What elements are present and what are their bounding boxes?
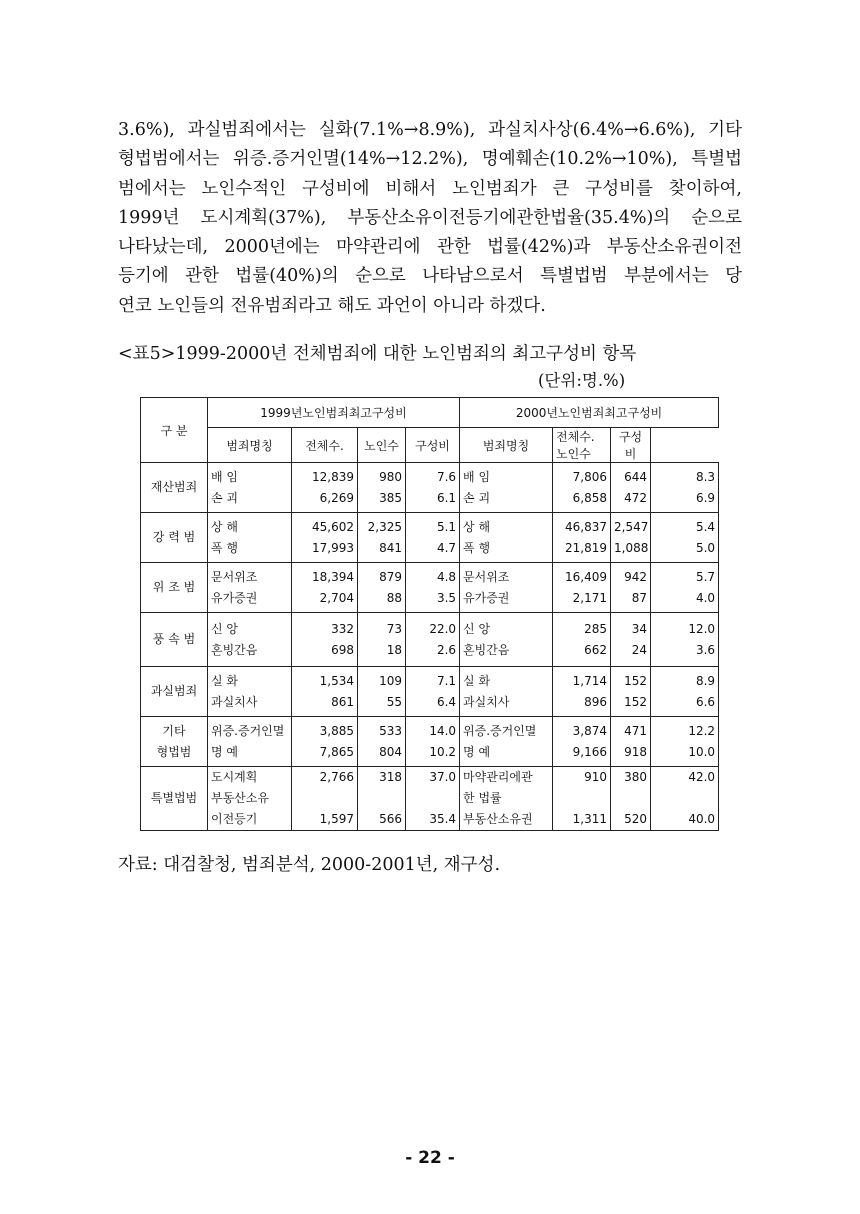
- crime-name-cell-line: 부동산소유: [211, 791, 269, 805]
- ratio-cell-line: 7.6: [436, 469, 457, 484]
- category-cell: [141, 767, 208, 831]
- elderly-count-cell: [358, 767, 406, 831]
- elderly-count-cell-line: 2,547: [614, 519, 649, 534]
- crime-ratio-table: [140, 397, 719, 831]
- elderly-count-cell-line: 34: [631, 621, 648, 636]
- crime-name-cell-line: 유가증권: [211, 590, 258, 605]
- paragraph-line: 3.6%), 과실범죄에서는 실화(7.1%→8.9%), 과실치사상(6.4%→6.6%), 기타: [118, 120, 742, 140]
- ratio-cell-line: 3.5: [436, 590, 457, 605]
- elderly-count-cell-line: 55: [386, 694, 402, 709]
- elderly-count-cell-line: 472: [624, 490, 648, 505]
- elderly-count-cell-line: [614, 788, 647, 809]
- elderly-count-cell-line: 88: [386, 590, 402, 605]
- ratio-cell-line: 6.4: [436, 694, 457, 709]
- ratio-cell: [406, 613, 460, 667]
- total-count-cell: [553, 667, 611, 717]
- ratio-cell-line: 37.0: [429, 770, 457, 784]
- ratio-cell: [651, 563, 719, 613]
- category-cell-line: 형법범: [156, 744, 192, 759]
- ratio-cell-line: 7.1: [436, 673, 457, 688]
- crime-name-cell: [208, 667, 292, 717]
- elderly-count-cell: [611, 613, 651, 667]
- crime-name-cell-line: 폭 행: [211, 540, 238, 555]
- elderly-count-cell: [358, 463, 406, 513]
- ratio-cell-line: 5.1: [436, 519, 457, 534]
- ratio-cell-line: 2.6: [436, 642, 457, 657]
- total-count-cell: [292, 667, 358, 717]
- elderly-count-cell: [611, 667, 651, 717]
- ratio-cell-line: [654, 788, 715, 809]
- total-count-cell-line: 12,839: [312, 469, 354, 484]
- crime-name-cell-line: 명 예: [463, 744, 491, 759]
- total-count-cell: [553, 513, 611, 563]
- total-count-cell-line: 1,597: [319, 812, 354, 826]
- ratio-cell-line: 4.8: [436, 569, 457, 584]
- elderly-count-cell-line: 1,088: [614, 540, 649, 555]
- header-crime-name: 범죄명칭: [208, 428, 292, 463]
- crime-name-cell: [460, 613, 553, 667]
- table-row: [141, 613, 719, 667]
- elderly-count-cell-line: 533: [379, 723, 402, 738]
- total-count-cell-line: 698: [331, 642, 354, 657]
- elderly-count-cell-line: 918: [624, 744, 648, 759]
- crime-name-cell-line: 배 임: [463, 469, 491, 484]
- ratio-cell-line: [409, 788, 456, 809]
- table-row: [141, 767, 719, 831]
- total-count-cell-line: 7,806: [572, 469, 608, 484]
- ratio-cell: [406, 767, 460, 831]
- ratio-cell-line: 8.9: [695, 673, 716, 688]
- total-count-cell-line: 1,534: [319, 673, 354, 688]
- total-count-cell-line: 2,766: [319, 770, 354, 784]
- total-count-cell-line: 9,166: [572, 744, 608, 759]
- total-count-cell-line: 3,885: [319, 723, 354, 738]
- crime-name-cell-line: 상 해: [211, 519, 238, 534]
- crime-name-cell: [460, 767, 553, 831]
- category-cell-line: 특별법범: [150, 791, 198, 805]
- category-cell: [141, 613, 208, 667]
- crime-name-cell: [460, 563, 553, 613]
- elderly-count-cell-line: 152: [624, 673, 648, 688]
- category-cell: [141, 717, 208, 767]
- table-row: [141, 463, 719, 513]
- elderly-count-cell: [358, 667, 406, 717]
- elderly-count-cell-line: 471: [624, 723, 648, 738]
- ratio-cell-line: 5.0: [695, 540, 716, 555]
- crime-name-cell: [208, 717, 292, 767]
- ratio-cell-line: 14.0: [429, 723, 457, 738]
- header-total: 전체수.: [292, 428, 358, 463]
- crime-name-cell-line: 과실치사: [211, 694, 258, 709]
- table-row: [141, 513, 719, 563]
- elderly-count-cell: [611, 463, 651, 513]
- ratio-cell: [406, 667, 460, 717]
- table-row: [141, 563, 719, 613]
- crime-name-cell-line: 상 해: [463, 519, 491, 534]
- crime-name-cell-line: 손 괴: [211, 490, 238, 505]
- ratio-cell-line: 5.4: [695, 519, 716, 534]
- crime-name-cell-line: 과실치사: [463, 694, 510, 709]
- crime-name-cell-line: 실 화: [463, 673, 491, 688]
- header-elderly: 노인수: [358, 428, 406, 463]
- total-count-cell: [292, 717, 358, 767]
- crime-name-cell-line: 실 화: [211, 673, 238, 688]
- crime-name-cell: [460, 463, 553, 513]
- crime-name-cell: [460, 513, 553, 563]
- total-count-cell: [553, 463, 611, 513]
- table-row: [141, 717, 719, 767]
- elderly-count-cell: [358, 613, 406, 667]
- ratio-cell: [651, 667, 719, 717]
- total-count-cell-line: 861: [331, 694, 354, 709]
- ratio-cell-line: 6.9: [695, 490, 716, 505]
- elderly-count-cell: [358, 563, 406, 613]
- ratio-cell: [651, 463, 719, 513]
- paragraph-line: 범에서는 노인수적인 구성비에 비해서 노인범죄가 큰 구성비를 찾이하여,: [118, 178, 742, 199]
- total-count-cell-line: 2,704: [319, 590, 354, 605]
- total-count-cell: [553, 767, 611, 831]
- total-count-cell: [292, 463, 358, 513]
- ratio-cell-line: 10.0: [688, 744, 716, 759]
- ratio-cell-line: 6.6: [695, 694, 716, 709]
- ratio-cell-line: 22.0: [429, 621, 457, 636]
- crime-name-cell-line: 마약관리에관: [463, 770, 533, 784]
- crime-name-cell-line: 문서위조: [211, 569, 258, 584]
- elderly-count-cell: [611, 717, 651, 767]
- crime-name-cell-line: 폭 행: [463, 540, 491, 555]
- elderly-count-cell-line: 520: [624, 812, 648, 826]
- crime-name-cell-line: 명 예: [211, 744, 238, 759]
- paragraph-line: 연코 노인들의 전유범죄라고 해도 과언이 아니라 하겠다.: [118, 295, 546, 316]
- category-cell-line: 위 조 범: [152, 580, 196, 594]
- category-cell-line: 재산범죄: [150, 480, 198, 494]
- crime-name-cell: [208, 513, 292, 563]
- paragraph-line: 나타났는데, 2000년에는 마약관리에 관한 법률(42%)과 부동산소유권이전: [118, 237, 742, 258]
- total-count-cell: [553, 563, 611, 613]
- ratio-cell-line: 4.7: [436, 540, 457, 555]
- category-cell: [141, 563, 208, 613]
- crime-name-cell: [208, 767, 292, 831]
- page-number: - 22 -: [405, 1148, 455, 1168]
- elderly-count-cell: [611, 563, 651, 613]
- ratio-cell-line: 10.2: [429, 744, 457, 759]
- crime-name-cell-line: 신 앙: [211, 621, 238, 636]
- category-cell-line: 풍 속 범: [152, 632, 196, 646]
- ratio-cell: [651, 613, 719, 667]
- total-count-cell: [553, 717, 611, 767]
- crime-name-cell: [460, 717, 553, 767]
- elderly-count-cell-line: 841: [379, 540, 402, 555]
- ratio-cell: [406, 563, 460, 613]
- total-count-cell-line: 21,819: [565, 540, 608, 555]
- elderly-count-cell: [611, 767, 651, 831]
- crime-name-cell-line: 유가증권: [463, 590, 510, 605]
- ratio-cell-line: 42.0: [688, 770, 716, 784]
- ratio-cell: [406, 717, 460, 767]
- table-header-row: [141, 398, 719, 428]
- ratio-cell-line: 8.3: [695, 469, 716, 484]
- table-subheader-row: [141, 428, 719, 463]
- total-count-cell: [292, 767, 358, 831]
- elderly-count-cell-line: 879: [379, 569, 402, 584]
- crime-name-cell-line: 문서위조: [463, 569, 510, 584]
- elderly-count-cell-line: 804: [379, 744, 402, 759]
- elderly-count-cell-line: 109: [379, 673, 402, 688]
- elderly-count-cell-line: 87: [631, 590, 648, 605]
- paragraph-line: 등기에 관한 법률(40%)의 순으로 나타남으로서 특별법범 부분에서는 당: [118, 266, 742, 287]
- category-cell: [141, 513, 208, 563]
- ratio-cell: [651, 767, 719, 831]
- elderly-count-cell: [358, 513, 406, 563]
- crime-name-cell: [208, 613, 292, 667]
- ratio-cell-line: 40.0: [688, 812, 716, 826]
- elderly-count-cell-line: 942: [624, 569, 648, 584]
- elderly-count-cell-line: 73: [386, 621, 402, 636]
- total-count-cell-line: 18,394: [312, 569, 354, 584]
- elderly-count-cell-line: [361, 788, 402, 809]
- header-total-label: 전체수.: [556, 430, 595, 444]
- table-caption: <표5>1999-2000년 전체범죄에 대한 노인범죄의 최고구성비 항목: [118, 344, 637, 364]
- crime-name-cell-line: 위증.증거인멸: [211, 723, 285, 738]
- total-count-cell-line: 896: [584, 694, 608, 709]
- total-count-cell-line: 6,269: [319, 490, 354, 505]
- elderly-count-cell: [358, 717, 406, 767]
- crime-name-cell-line: 혼빙간음: [211, 642, 258, 657]
- total-count-cell-line: 910: [584, 770, 608, 784]
- crime-name-cell-line: 신 앙: [463, 621, 491, 636]
- total-count-cell-line: [295, 788, 354, 809]
- category-cell: [141, 463, 208, 513]
- elderly-count-cell: [611, 513, 651, 563]
- total-count-cell-line: 46,837: [565, 519, 608, 534]
- elderly-count-cell-line: 380: [624, 770, 648, 784]
- crime-name-cell-line: 한 법률: [463, 791, 502, 805]
- ratio-cell-line: 3.6: [695, 642, 716, 657]
- ratio-cell-line: 6.1: [436, 490, 457, 505]
- total-count-cell-line: 1,311: [572, 812, 608, 826]
- header-category: 구 분: [141, 398, 208, 463]
- elderly-count-cell-line: 385: [379, 490, 402, 505]
- source-note: 자료: 대검찰청, 범죄분석, 2000-2001년, 재구성.: [118, 855, 501, 875]
- total-count-cell: [292, 513, 358, 563]
- elderly-count-cell-line: 644: [624, 469, 648, 484]
- elderly-count-cell-line: 566: [379, 812, 402, 826]
- header-crime-name: 범죄명칭: [460, 428, 553, 463]
- header-ratio: 구성비: [406, 428, 460, 463]
- ratio-cell-line: 12.2: [688, 723, 716, 738]
- crime-name-cell-line: 부동산소유권: [463, 812, 533, 826]
- elderly-count-cell-line: 24: [631, 642, 648, 657]
- crime-name-cell: [208, 463, 292, 513]
- total-count-cell: [292, 613, 358, 667]
- category-cell-line: 기타: [162, 723, 186, 738]
- total-count-cell-line: 662: [584, 642, 608, 657]
- elderly-count-cell-line: 2,325: [367, 519, 402, 534]
- header-elderly-label: 노인수: [556, 447, 591, 461]
- unit-note: (단위:명.%): [538, 371, 626, 390]
- total-count-cell-line: 17,993: [312, 540, 354, 555]
- total-count-cell-line: 6,858: [572, 490, 608, 505]
- elderly-count-cell-line: 980: [379, 469, 402, 484]
- paragraph-line: 1999년 도시계획(37%), 부동산소유이전등기에관한법율(35.4%)의 순으로: [118, 207, 742, 228]
- total-count-cell-line: 332: [331, 621, 354, 636]
- header-group-1999: 1999년노인범죄최고구성비: [208, 398, 460, 428]
- total-count-cell-line: 16,409: [565, 569, 608, 584]
- ratio-cell: [406, 513, 460, 563]
- crime-name-cell: [208, 563, 292, 613]
- ratio-cell-line: 12.0: [688, 621, 716, 636]
- total-count-cell-line: 7,865: [319, 744, 354, 759]
- crime-name-cell-line: 이전등기: [211, 812, 258, 826]
- elderly-count-cell-line: 18: [386, 642, 402, 657]
- body-paragraph: [118, 116, 742, 321]
- header-total-elderly: [553, 428, 611, 463]
- ratio-cell: [406, 463, 460, 513]
- ratio-cell-line: 35.4: [429, 812, 457, 826]
- ratio-cell-line: 4.0: [695, 590, 716, 605]
- header-ratio: 구성비: [611, 428, 651, 463]
- table-row: [141, 667, 719, 717]
- crime-name-cell-line: 위증.증거인멸: [463, 723, 537, 738]
- total-count-cell-line: [556, 788, 607, 809]
- total-count-cell-line: 3,874: [572, 723, 608, 738]
- category-cell-line: 과실범죄: [150, 684, 198, 698]
- crime-name-cell-line: 배 임: [211, 469, 238, 484]
- crime-name-cell: [460, 667, 553, 717]
- elderly-count-cell-line: 152: [624, 694, 648, 709]
- total-count-cell: [292, 563, 358, 613]
- total-count-cell-line: 285: [584, 621, 608, 636]
- crime-name-cell-line: 손 괴: [463, 490, 491, 505]
- ratio-cell-line: 5.7: [695, 569, 716, 584]
- total-count-cell-line: 1,714: [572, 673, 608, 688]
- crime-name-cell-line: 도시계획: [211, 770, 258, 784]
- ratio-cell: [651, 717, 719, 767]
- elderly-count-cell-line: 318: [379, 770, 402, 784]
- category-cell-line: 강 력 범: [152, 530, 196, 544]
- paragraph-line: 형법범에서는 위증.증거인멸(14%→12.2%), 명예훼손(10.2%→10%), 특별법: [118, 149, 742, 170]
- total-count-cell: [553, 613, 611, 667]
- crime-name-cell-line: 혼빙간음: [463, 642, 510, 657]
- table-body: [141, 463, 719, 831]
- total-count-cell-line: 2,171: [572, 590, 608, 605]
- total-count-cell-line: 45,602: [312, 519, 354, 534]
- category-cell: [141, 667, 208, 717]
- ratio-cell: [651, 513, 719, 563]
- header-group-2000: 2000년노인범죄최고구성비: [460, 398, 719, 428]
